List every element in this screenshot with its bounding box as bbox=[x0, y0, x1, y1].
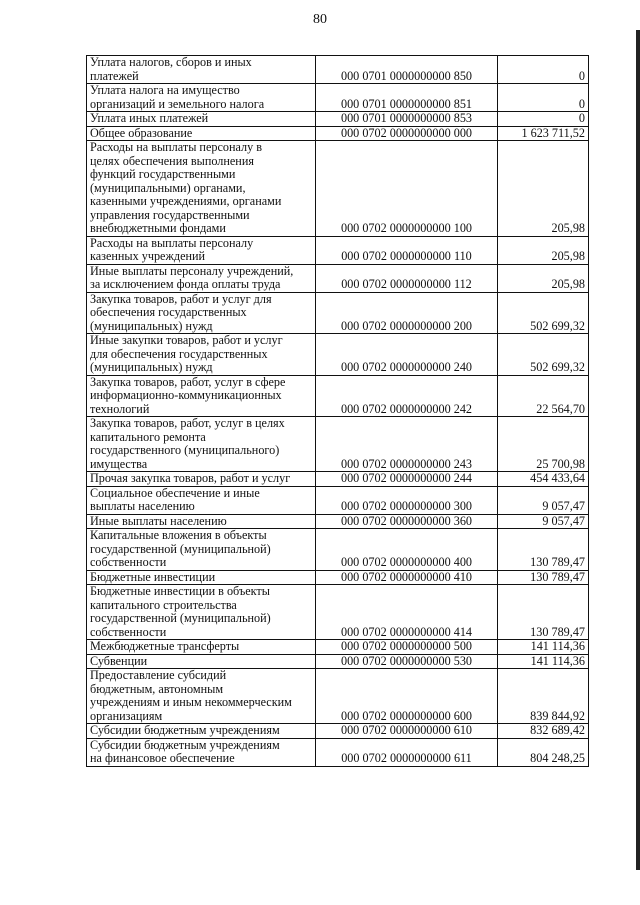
table-row bbox=[87, 334, 589, 376]
row-name-cell: Субсидии бюджетным учреждениям на финансовое обеспечение bbox=[87, 738, 316, 766]
table-row bbox=[87, 640, 589, 655]
table-row bbox=[87, 126, 589, 141]
row-code-cell: 000 0702 0000000000 243 bbox=[316, 417, 498, 472]
row-code-cell: 000 0702 0000000000 414 bbox=[316, 585, 498, 640]
row-code-cell: 000 0702 0000000000 500 bbox=[316, 640, 498, 655]
row-amount-cell: 130 789,47 bbox=[498, 529, 589, 571]
row-amount-cell: 130 789,47 bbox=[498, 585, 589, 640]
row-name-cell: Уплата иных платежей bbox=[87, 112, 316, 127]
table-row bbox=[87, 669, 589, 724]
table-row bbox=[87, 570, 589, 585]
row-code-cell: 000 0701 0000000000 850 bbox=[316, 56, 498, 84]
row-amount-cell: 141 114,36 bbox=[498, 640, 589, 655]
row-amount-cell: 25 700,98 bbox=[498, 417, 589, 472]
row-amount-cell: 205,98 bbox=[498, 264, 589, 292]
row-name-cell: Закупка товаров, работ и услуг для обеспечения государственных (муниципальных) нужд bbox=[87, 292, 316, 334]
row-code-cell: 000 0702 0000000000 400 bbox=[316, 529, 498, 571]
table-row bbox=[87, 472, 589, 487]
table-row bbox=[87, 236, 589, 264]
row-amount-cell: 0 bbox=[498, 112, 589, 127]
table-row bbox=[87, 112, 589, 127]
row-code-cell: 000 0702 0000000000 300 bbox=[316, 486, 498, 514]
row-code-cell: 000 0702 0000000000 244 bbox=[316, 472, 498, 487]
row-name-cell: Уплата налогов, сборов и иных платежей bbox=[87, 56, 316, 84]
row-name-cell: Закупка товаров, работ, услуг в целях капитального ремонта государственного (муниципального) имущества bbox=[87, 417, 316, 472]
row-name-cell: Субвенции bbox=[87, 654, 316, 669]
row-name-cell: Бюджетные инвестиции в объекты капитального строительства государственной (муниципальной) собственности bbox=[87, 585, 316, 640]
row-amount-cell: 141 114,36 bbox=[498, 654, 589, 669]
table-row bbox=[87, 292, 589, 334]
table-row bbox=[87, 417, 589, 472]
row-code-cell: 000 0702 0000000000 600 bbox=[316, 669, 498, 724]
row-name-cell: Иные выплаты населению bbox=[87, 514, 316, 529]
row-code-cell: 000 0702 0000000000 110 bbox=[316, 236, 498, 264]
row-amount-cell: 0 bbox=[498, 84, 589, 112]
row-code-cell: 000 0702 0000000000 100 bbox=[316, 141, 498, 237]
row-code-cell: 000 0702 0000000000 242 bbox=[316, 375, 498, 417]
page-number: 80 bbox=[313, 12, 327, 27]
row-amount-cell: 22 564,70 bbox=[498, 375, 589, 417]
row-name-cell: Социальное обеспечение и иные выплаты населению bbox=[87, 486, 316, 514]
row-name-cell: Иные закупки товаров, работ и услуг для обеспечения государственных (муниципальных) нужд bbox=[87, 334, 316, 376]
row-amount-cell: 502 699,32 bbox=[498, 334, 589, 376]
budget-table-body bbox=[87, 56, 589, 767]
row-name-cell: Капитальные вложения в объекты государственной (муниципальной) собственности bbox=[87, 529, 316, 571]
table-row bbox=[87, 738, 589, 766]
row-name-cell: Закупка товаров, работ, услуг в сфере информационно-коммуникационных технологий bbox=[87, 375, 316, 417]
row-amount-cell: 839 844,92 bbox=[498, 669, 589, 724]
row-code-cell: 000 0702 0000000000 610 bbox=[316, 724, 498, 739]
row-code-cell: 000 0702 0000000000 410 bbox=[316, 570, 498, 585]
row-name-cell: Межбюджетные трансферты bbox=[87, 640, 316, 655]
row-amount-cell: 9 057,47 bbox=[498, 514, 589, 529]
row-amount-cell: 832 689,42 bbox=[498, 724, 589, 739]
table-row bbox=[87, 486, 589, 514]
row-name-cell: Бюджетные инвестиции bbox=[87, 570, 316, 585]
row-code-cell: 000 0702 0000000000 240 bbox=[316, 334, 498, 376]
table-row bbox=[87, 585, 589, 640]
table-row bbox=[87, 84, 589, 112]
table-row bbox=[87, 654, 589, 669]
row-name-cell: Расходы на выплаты персоналу казенных учреждений bbox=[87, 236, 316, 264]
row-name-cell: Общее образование bbox=[87, 126, 316, 141]
row-name-cell: Прочая закупка товаров, работ и услуг bbox=[87, 472, 316, 487]
row-code-cell: 000 0702 0000000000 530 bbox=[316, 654, 498, 669]
table-row bbox=[87, 514, 589, 529]
row-amount-cell: 502 699,32 bbox=[498, 292, 589, 334]
row-amount-cell: 9 057,47 bbox=[498, 486, 589, 514]
row-amount-cell: 454 433,64 bbox=[498, 472, 589, 487]
row-code-cell: 000 0702 0000000000 112 bbox=[316, 264, 498, 292]
scan-edge-shadow bbox=[636, 30, 640, 870]
row-amount-cell: 205,98 bbox=[498, 236, 589, 264]
table-row bbox=[87, 375, 589, 417]
table-row bbox=[87, 724, 589, 739]
row-amount-cell: 130 789,47 bbox=[498, 570, 589, 585]
row-code-cell: 000 0701 0000000000 851 bbox=[316, 84, 498, 112]
row-code-cell: 000 0701 0000000000 853 bbox=[316, 112, 498, 127]
row-code-cell: 000 0702 0000000000 360 bbox=[316, 514, 498, 529]
row-amount-cell: 804 248,25 bbox=[498, 738, 589, 766]
row-name-cell: Расходы на выплаты персоналу в целях обеспечения выполнения функций государственными (муниципальными) органами, казенными учреждениями, органами управления государственными внебюджетными фондами bbox=[87, 141, 316, 237]
row-name-cell: Уплата налога на имущество организаций и земельного налога bbox=[87, 84, 316, 112]
budget-table bbox=[86, 55, 589, 767]
row-code-cell: 000 0702 0000000000 000 bbox=[316, 126, 498, 141]
table-row bbox=[87, 529, 589, 571]
row-amount-cell: 205,98 bbox=[498, 141, 589, 237]
row-name-cell: Субсидии бюджетным учреждениям bbox=[87, 724, 316, 739]
table-row bbox=[87, 141, 589, 237]
row-code-cell: 000 0702 0000000000 200 bbox=[316, 292, 498, 334]
row-code-cell: 000 0702 0000000000 611 bbox=[316, 738, 498, 766]
table-row bbox=[87, 264, 589, 292]
row-amount-cell: 0 bbox=[498, 56, 589, 84]
row-name-cell: Предоставление субсидий бюджетным, автономным учреждениям и иным некоммерческим организациям bbox=[87, 669, 316, 724]
row-name-cell: Иные выплаты персоналу учреждений, за исключением фонда оплаты труда bbox=[87, 264, 316, 292]
table-row bbox=[87, 56, 589, 84]
row-amount-cell: 1 623 711,52 bbox=[498, 126, 589, 141]
